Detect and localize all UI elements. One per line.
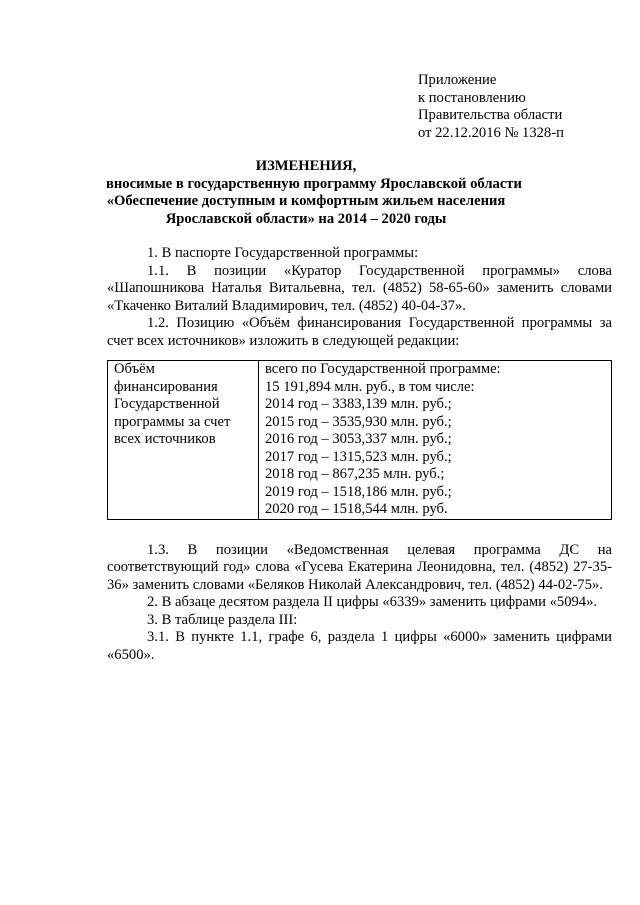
funding-label-cell: [108, 361, 259, 520]
paragraph-3: 3. В таблице раздела III:: [147, 611, 298, 628]
paragraph-1-3: 1.3. В позиции «Ведомственная целевая программа ДС на соответствующий год» слова «Гусева Екатерина Леонидовна, тел. (4852) 27-35-36» заменить словами «Беляков Николай Александрович, тел. (4852) 44-02-75».: [107, 541, 612, 593]
table-row: [108, 361, 612, 520]
value-line: 2020 год – 1518,544 млн. руб.: [265, 501, 448, 517]
label-line: Объём: [114, 361, 155, 377]
value-line: 2016 год – 3053,337 млн. руб.;: [265, 431, 452, 447]
appendix-header: [418, 72, 618, 142]
value-line: всего по Государственной программе:: [265, 361, 501, 377]
value-line: 2017 год – 1315,523 млн. руб.;: [265, 448, 452, 465]
funding-values-cell: [259, 361, 612, 520]
funding-table: [107, 360, 612, 520]
title-line-3: «Обеспечение доступным и комфортным жильем населения: [106, 193, 506, 209]
value-line: 2014 год – 3383,139 млн. руб.;: [265, 396, 452, 412]
paragraph-3-1: 3.1. В пункте 1.1, графе 6, раздела 1 цифры «6000» заменить цифрами «6500».: [107, 629, 612, 663]
paragraph-2: 2. В абзаце десятом раздела II цифры «6339» заменить цифрами «5094».: [147, 594, 598, 610]
paragraph-1-2: 1.2. Позицию «Объём финансирования Государственной программы за счет всех источников» изложить в следующей редакции:: [107, 315, 612, 349]
title-line-2: вносимые в государственную программу Ярославской области: [106, 175, 522, 192]
appendix-line-4: от 22.12.2016 № 1328-п: [418, 124, 564, 141]
paragraph-1-1: 1.1. В позиции «Куратор Государственной программы» слова «Шапошникова Наталья Витальевна, тел. (4852) 58-65-60» заменить словами «Ткаченко Виталий Владимирович, тел. (4852) 40-04-37».: [107, 262, 612, 314]
title-line-1: ИЗМЕНЕНИЯ,: [255, 158, 357, 174]
value-line: 2015 год – 3535,930 млн. руб.;: [265, 413, 452, 430]
appendix-line-2: к постановлению: [418, 89, 526, 106]
title-line-4: Ярославской области» на 2014 – 2020 годы: [165, 210, 447, 227]
appendix-line-1: Приложение: [418, 72, 497, 88]
value-line: 2018 год – 867,235 млн. руб.;: [265, 466, 445, 482]
paragraph-1: 1. В паспорте Государственной программы:: [147, 245, 419, 261]
document-title: [106, 158, 522, 228]
label-line: программы за счет: [114, 413, 231, 430]
appendix-line-3: Правительства области: [418, 107, 563, 123]
label-line: финансирования: [114, 378, 218, 395]
label-line: Государственной: [114, 396, 220, 412]
label-line: всех источников: [114, 431, 216, 447]
document-body: [107, 245, 612, 664]
value-line: 15 191,894 млн. руб., в том числе:: [265, 378, 475, 395]
value-line: 2019 год – 1518,186 млн. руб.;: [265, 483, 452, 500]
